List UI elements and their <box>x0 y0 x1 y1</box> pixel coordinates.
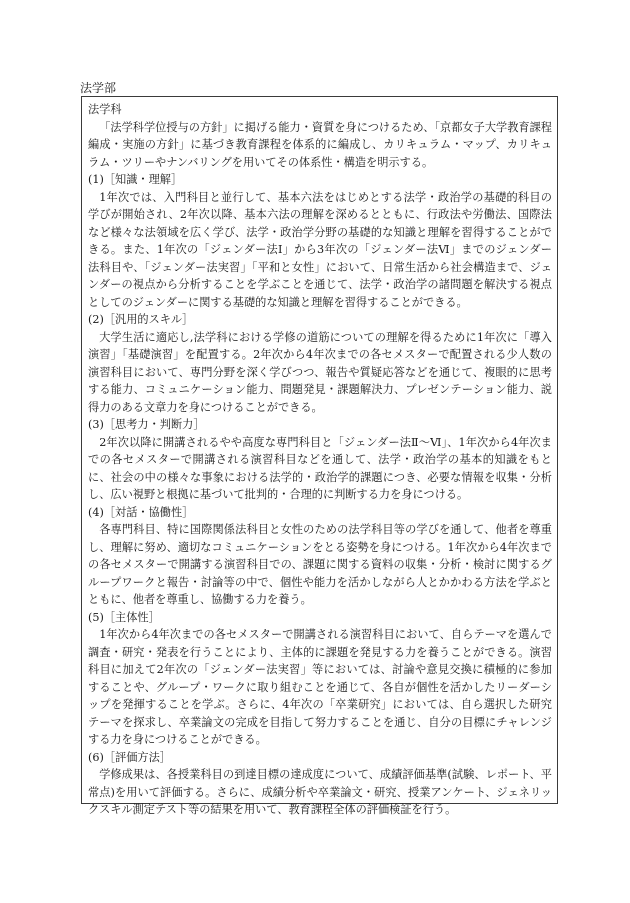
section-autonomy-heading: (5)［主体性］ <box>88 610 160 624</box>
section-evaluation-heading: (6)［評価方法］ <box>88 750 171 764</box>
section-autonomy-body: 1年次から4年次までの各セメスターで開講される演習科目において、自らテーマを選んで調査・研究・発表を行うことにより、主体的に課題を発見する力を養うことができる。演習科目に加えて2年次の「ジェンダー法実習」等においては、討論や意見交換に積極的に参加することや、グループ・ワークに取り組むことを通じて、各自が個性を活かしたリーダーシップを発揮することを学ぶ。さらに、4年次の「卒業研究」においては、自ら選択した研究テーマを探求し、卒業論文の完成を目指して努力することを通じ、自分の目標にチャレンジする力を身につけることができる。 <box>88 628 552 746</box>
section-dialogue-heading: (4)［対話・協働性］ <box>88 505 194 519</box>
section-knowledge-body: 1年次では、入門科目と並行して、基本六法をはじめとする法学・政治学の基礎的科目の学びが開始され、2年次以降、基本六法の理解を深めるとともに、行政法や労働法、国際法など様々な法領域を広く学び、法学・政治学分野の基礎的な知識と理解を習得することができる。また、1年次の「ジェンダー法Ⅰ」から3年次の「ジェンダー法Ⅵ」までのジェンダー法科目や、「ジェンダー法実習」「平和と女性」において、日常生活から社会構造まで、ジェンダーの視点から分析することを学ぶことを通じて、法学・政治学の諸問題を解決する視点としてのジェンダーに関する基礎的な知識と理解を習得することができる。 <box>88 190 552 309</box>
department-title: 法学科 <box>88 103 122 116</box>
department-intro: 「法学科学位授与の方針」に掲げる能力・資質を身につけるため、「京都女子大学教育課程編成・実施の方針」に基づき教育課程を体系的に編成し、カリキュラム・マップ、カリキュラム・ツリーやナンバリングを用いてその体系性・構造を明示する。 <box>88 120 552 169</box>
section-thinking-heading: (3)［思考力・判断力］ <box>88 418 205 431</box>
section-generic-skills-body: 大学生活に適応し,法学科における学修の道筋についての理解を得るために1年次に「導入演習」「基礎演習」を配置する。2年次から4年次までの各セメスターで配置される少人数の演習科目において、専門分野を深く学びつつ、報告や質疑応答などを通じて、複眼的に思考する能力、コミュニケーション能力、問題発見・課題解決力、プレゼンテーション能力、説得力のある文章力を身につけることができる。 <box>88 330 552 414</box>
section-dialogue-body: 各専門科目、特に国際関係法科目と女性のための法学科目等の学びを通して、他者を尊重し、理解に努め、適切なコミュニケーションをとる姿勢を身につける。1年次から4年次までの各セメスターで開講する演習科目での、課題に関する資料の収集・分析・検討に関するグループワークと報告・討論等の中で、個性や能力を活かしながら人とかかわる方法を学ぶとともに、他者を尊重し、協働する力を養う。 <box>88 523 552 606</box>
section-evaluation-body: 学修成果は、各授業科目の到達目標の達成度について、成績評価基準(試験、レポート、平常点)を用いて評価する。さらに、成績分析や卒業論文・研究、授業アンケート、ジェネリックスキル測定テスト等の結果を用いて、教育課程全体の評価検証を行う。 <box>88 768 552 816</box>
section-generic-skills-heading: (2)［汎用的スキル］ <box>88 313 194 326</box>
page-title: 法学部 <box>80 81 117 95</box>
section-knowledge-heading: (1)［知識・理解］ <box>88 173 183 186</box>
section-thinking-body: 2年次以降に開講されるやや高度な専門科目と「ジェンダー法Ⅱ～Ⅵ」、1年次から4年次までの各セメスターで開講される演習科目などを通して、法学・政治学の基本的知識をもとに、社会の中の様々な事象における法学的・政治学的課題につき、必要な情報を収集・分析し、広い視野と根拠に基づいて批判的・合理的に判断する力を身につける。 <box>88 435 552 501</box>
content-frame <box>81 96 558 816</box>
